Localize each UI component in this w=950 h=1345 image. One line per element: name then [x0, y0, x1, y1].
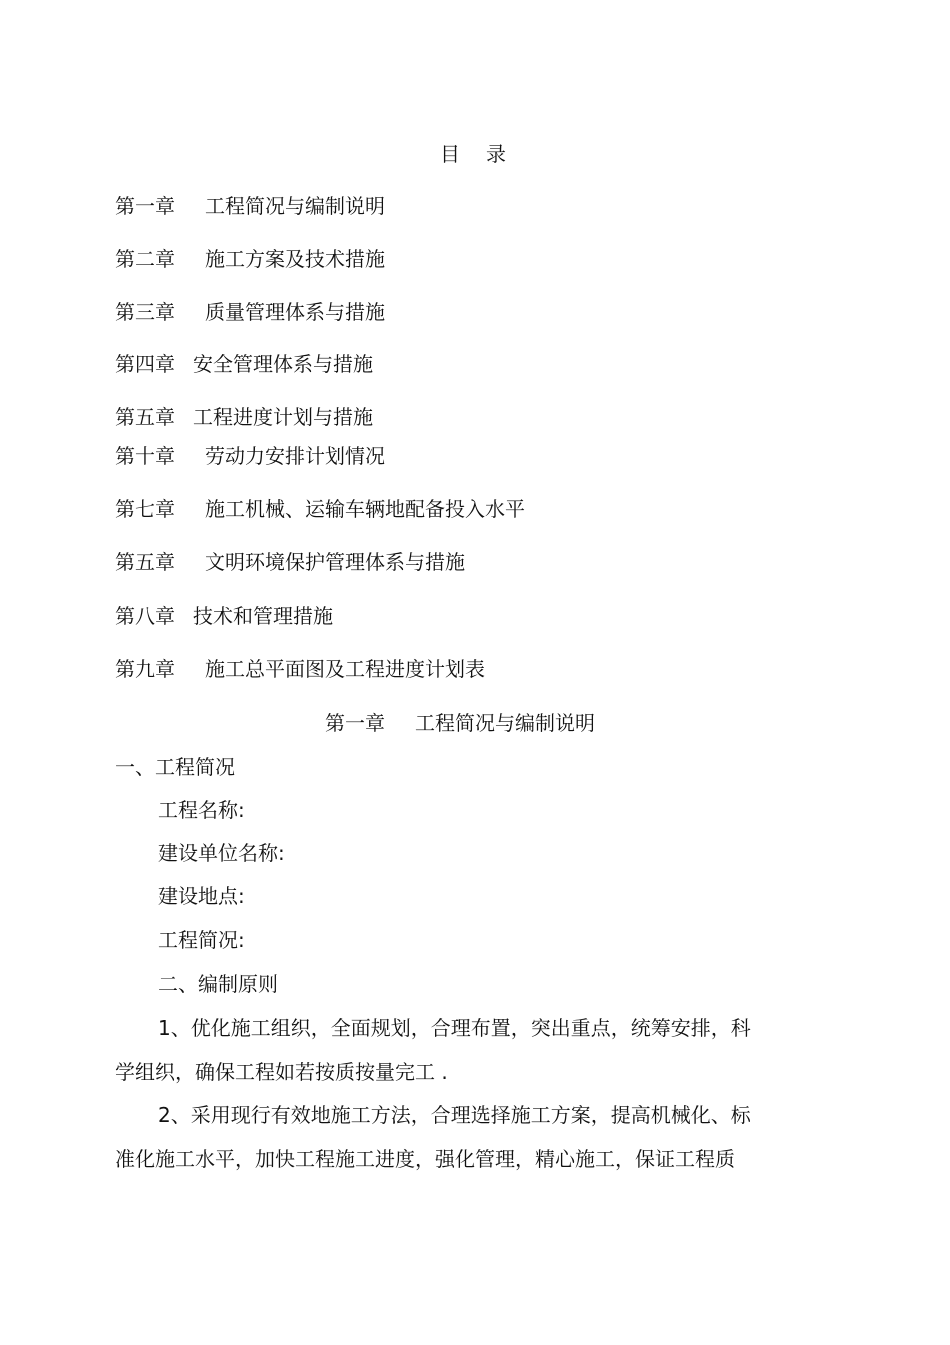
- field-label: 建设地点:: [158, 884, 245, 908]
- paragraph-line: 学组织，确保工程如若按质按量完工 .: [115, 1060, 448, 1084]
- toc-title-left: 目: [440, 142, 460, 166]
- toc-entry-number: 第九章: [115, 657, 175, 681]
- toc-entry-number: 第五章: [115, 405, 175, 429]
- toc-entry-title: 劳动力安排计划情况: [205, 444, 385, 468]
- toc-entry-title: 工程进度计划与措施: [193, 405, 373, 429]
- toc-entry-title: 安全管理体系与措施: [193, 352, 373, 376]
- toc-entry-number: 第七章: [115, 497, 175, 521]
- toc-entry-title: 技术和管理措施: [193, 604, 333, 628]
- toc-entry-number: 第五章: [115, 550, 175, 574]
- toc-entry-number: 第二章: [115, 247, 175, 271]
- toc-title-right: 录: [486, 142, 506, 166]
- toc-entry-title: 质量管理体系与措施: [205, 300, 385, 324]
- chapter-heading-title: 工程简况与编制说明: [415, 711, 595, 735]
- field-label: 建设单位名称:: [158, 841, 285, 865]
- toc-entry-number: 第一章: [115, 194, 175, 218]
- toc-title: [440, 140, 506, 168]
- toc-entry-title: 施工机械、运输车辆地配备投入水平: [205, 497, 525, 521]
- toc-entry-number: 第十章: [115, 444, 175, 468]
- toc-entry-title: 工程简况与编制说明: [205, 194, 385, 218]
- paragraph-line: 1、优化施工组织，全面规划，合理布置，突出重点，统筹安排，科: [158, 1016, 751, 1040]
- toc-entry-title: 文明环境保护管理体系与措施: [205, 550, 465, 574]
- section-title: 二、编制原则: [158, 972, 278, 996]
- toc-entry-number: 第三章: [115, 300, 175, 324]
- field-label: 工程名称:: [158, 798, 245, 822]
- toc-entry-title: 施工方案及技术措施: [205, 247, 385, 271]
- section-title: 一、工程简况: [115, 755, 235, 779]
- chapter-heading: [325, 709, 595, 737]
- toc-entry-number: 第四章: [115, 352, 175, 376]
- toc-entry-number: 第八章: [115, 604, 175, 628]
- chapter-heading-number: 第一章: [325, 711, 385, 735]
- paragraph-line: 准化施工水平，加快工程施工进度，强化管理，精心施工，保证工程质: [115, 1147, 735, 1171]
- paragraph-line: 2、采用现行有效地施工方法，合理选择施工方案，提高机械化、标: [158, 1103, 751, 1127]
- toc-entry-title: 施工总平面图及工程进度计划表: [205, 657, 485, 681]
- field-label: 工程简况:: [158, 928, 245, 952]
